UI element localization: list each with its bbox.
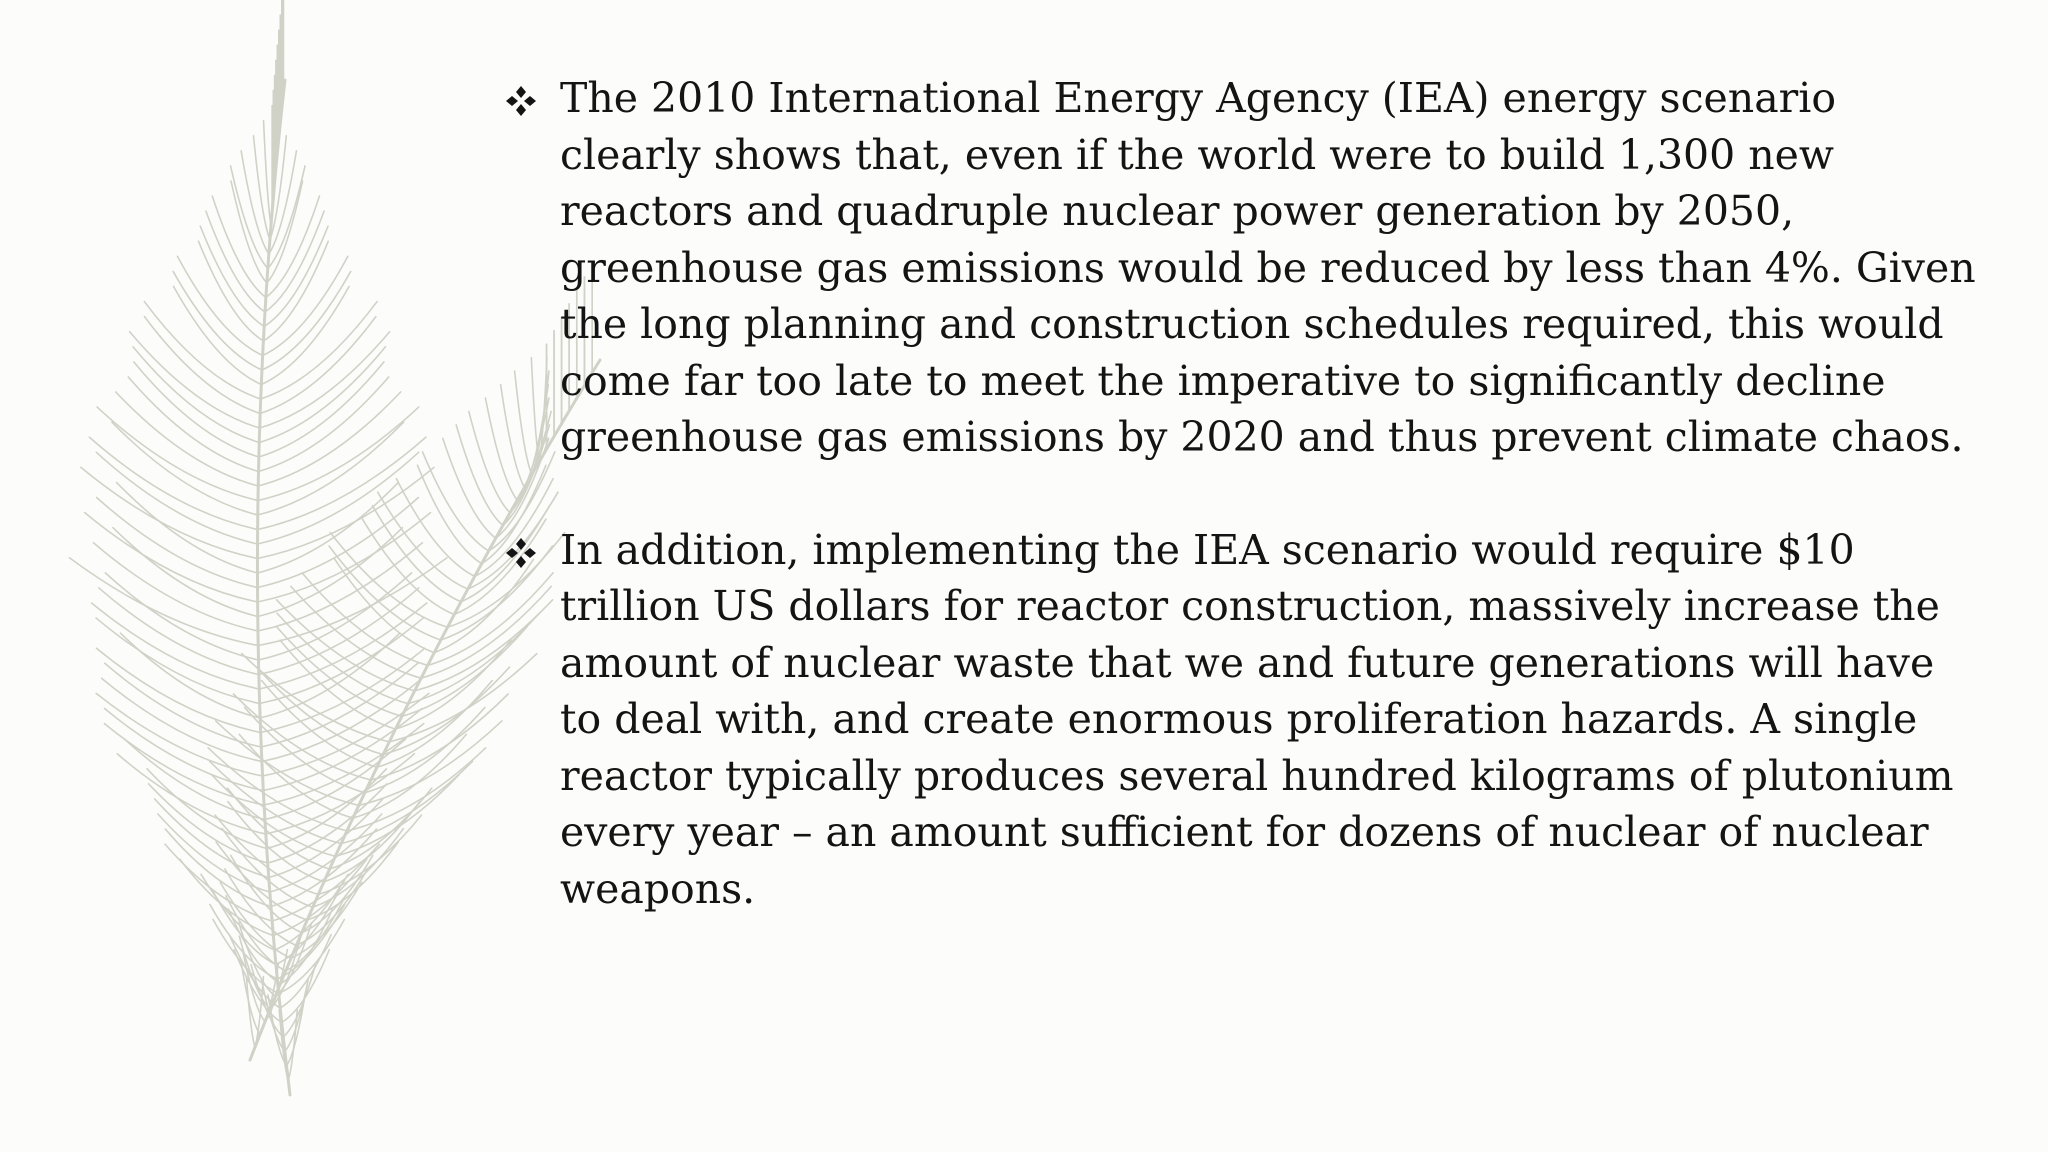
bullet-text-1: The 2010 International Energy Agency (IEA) energy scenario clearly shows that, even if the world were to build 1,300 new reactors and quadruple nuclear power generation by 2050, greenhouse gas emissions would be reduced by less than 4%. Given the long planning and construction schedules required, this would come far too late to meet the imperative to significantly decline greenhouse gas emissions by 2020 and thus prevent climate chaos. [560,74,1976,461]
bullet-text-2: In addition, implementing the IEA scenario would require $10 trillion US dollars for reactor construction, massively increase the amount of nuclear waste that we and future generations will have to deal with, and create enormous proliferation hazards. A single reactor typically produces several hundred kilograms of plutonium every year – an amount sufficient for dozens of nuclear of nuclear weapons. [560,525,1954,913]
four-diamond-bullet-icon [504,536,538,570]
bullet-item-1 [500,70,1980,466]
four-diamond-bullet-icon [504,84,538,118]
bullet-item-2 [500,522,1980,918]
slide-content [500,70,1980,973]
